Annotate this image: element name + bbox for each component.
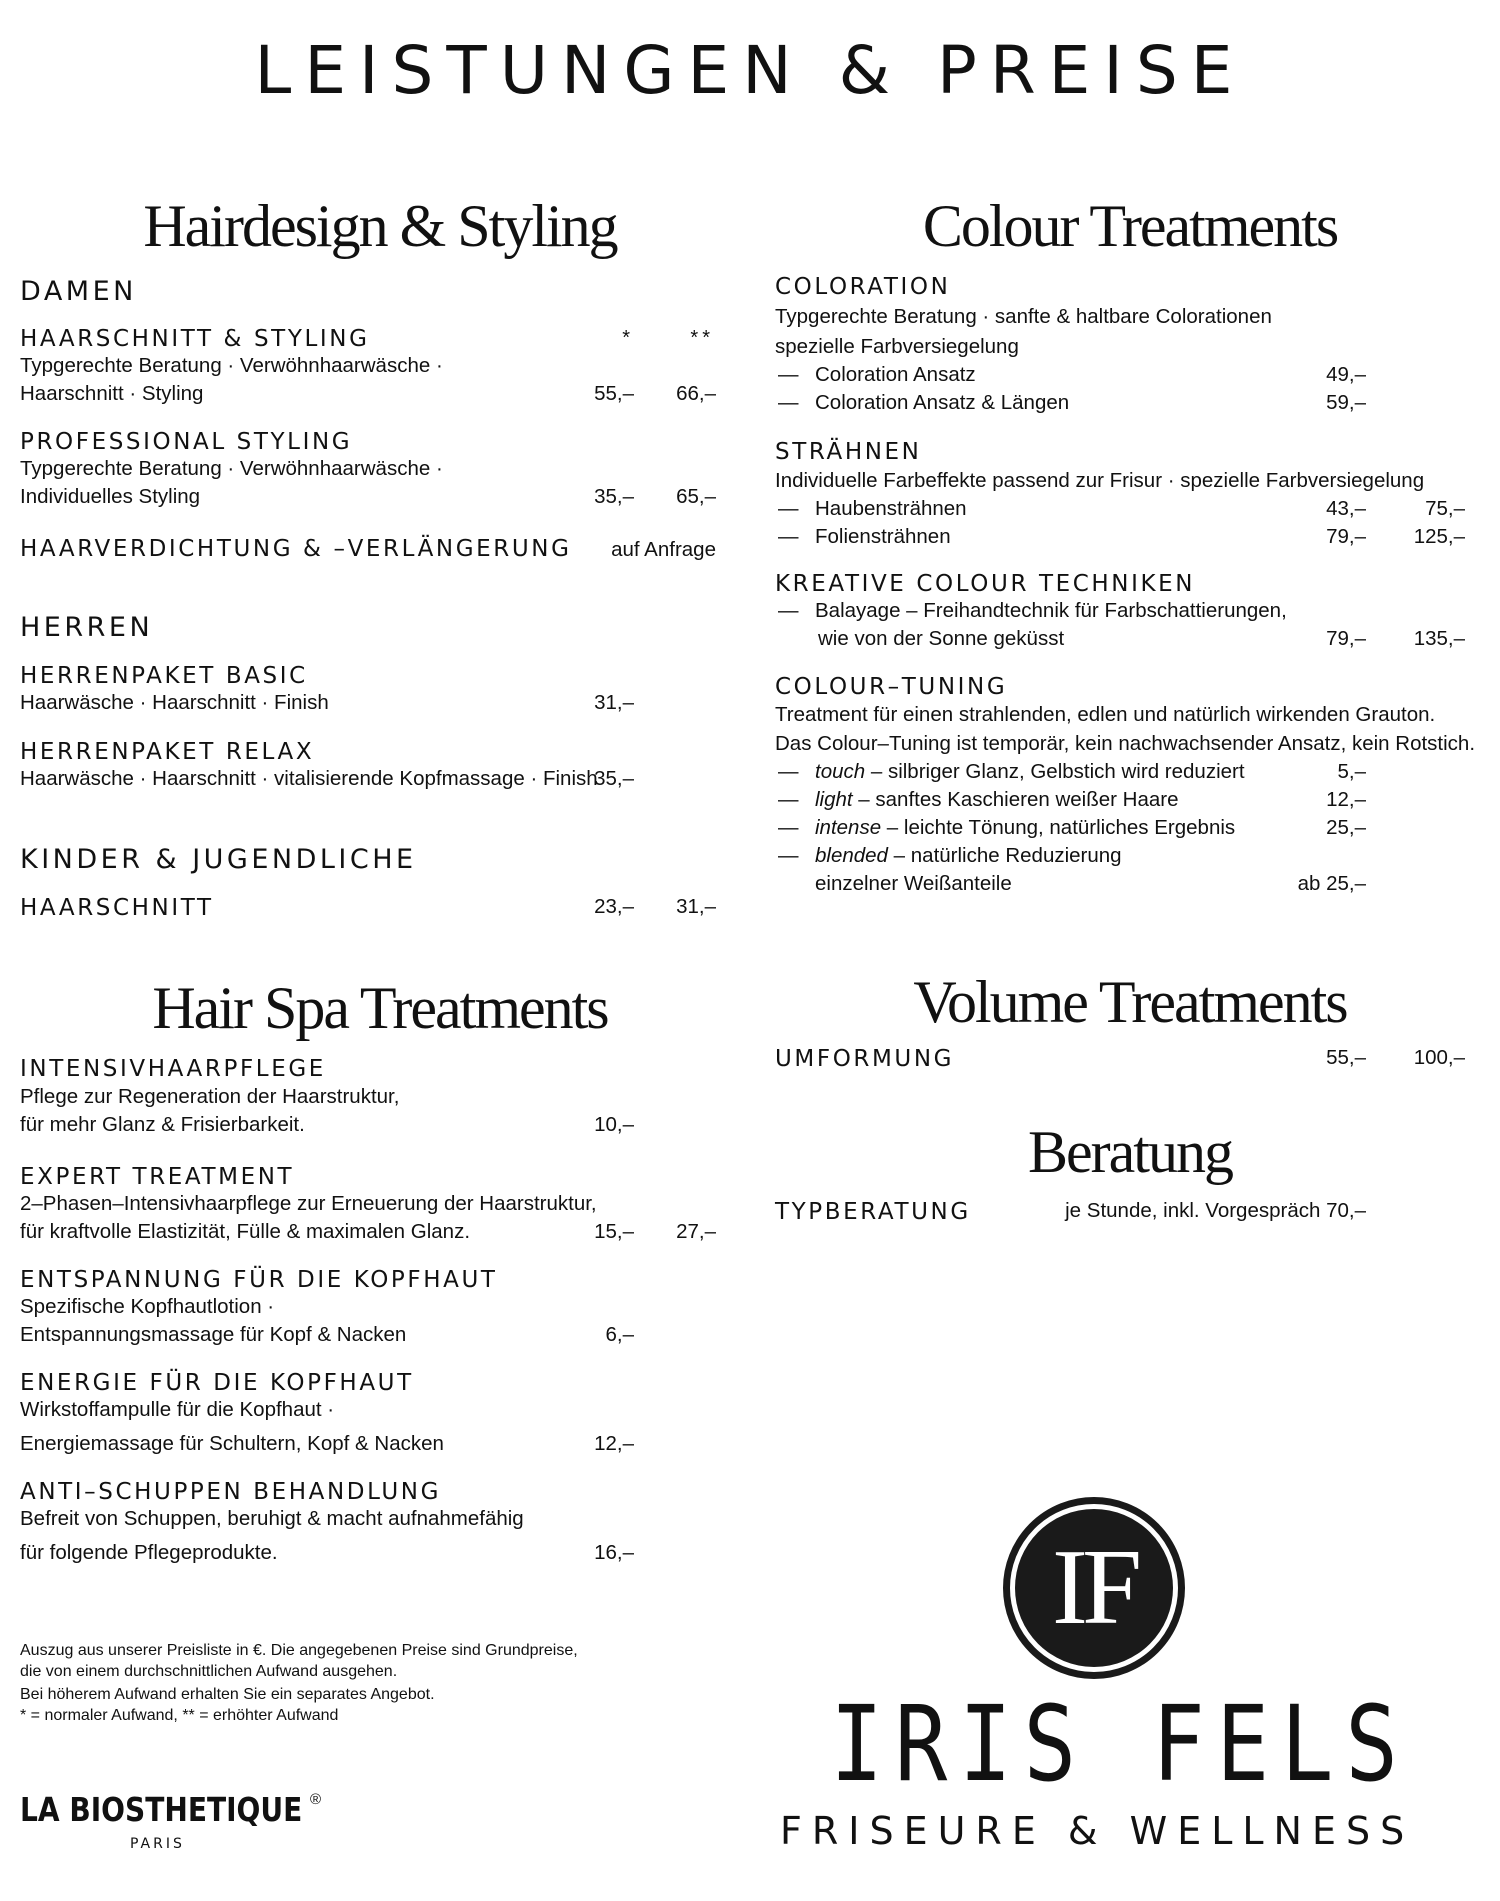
sub-item-label xyxy=(815,786,1179,814)
dash-bullet: — xyxy=(778,497,799,520)
dash-bullet: — xyxy=(778,816,799,839)
item-desc: 2–Phasen–Intensivhaarpflege zur Erneuerung der Haarstruktur, xyxy=(20,1192,597,1215)
price-normal: 79,– xyxy=(1326,525,1366,548)
price-normal: 59,– xyxy=(1326,391,1366,414)
price-normal: 12,– xyxy=(594,1432,634,1455)
sub-item-label: Balayage – Freihandtechnik für Farbschattierungen, xyxy=(815,599,1287,622)
item-herrenpaket-basic: HERRENPAKET BASIC xyxy=(20,663,308,689)
beratung-heading: Beratung xyxy=(1028,1119,1232,1185)
item-desc: Typgerechte Beratung · sanfte & haltbare Colorationen xyxy=(775,305,1272,328)
item-desc: spezielle Farbversiegelung xyxy=(775,335,1019,358)
item-desc: Wirkstoffampulle für die Kopfhaut · xyxy=(20,1398,335,1421)
registered-mark: ® xyxy=(310,1791,322,1808)
item-haarschnitt-styling: HAARSCHNITT & STYLING xyxy=(20,326,370,352)
la-biosthetique-sub: PARIS xyxy=(130,1836,185,1852)
item-straehnen: STRÄHNEN xyxy=(775,439,922,465)
item-desc: Spezifische Kopfhautlotion · xyxy=(20,1295,275,1318)
sub-item-label: Coloration Ansatz & Längen xyxy=(815,391,1070,414)
item-professional-styling: PROFESSIONAL STYLING xyxy=(20,429,353,455)
price-normal: 35,– xyxy=(594,767,634,790)
price-normal: 6,– xyxy=(605,1323,634,1346)
item-desc: Haarwäsche · Haarschnitt · Finish xyxy=(20,691,329,714)
iris-fels-monogram-logo xyxy=(1003,1497,1185,1679)
footnote-line: die von einem durchschnittlichen Aufwand ausgehen. xyxy=(20,1663,398,1680)
price-elevated: 27,– xyxy=(676,1220,716,1243)
tuning-desc: – natürliche Reduzierung xyxy=(887,844,1122,867)
item-desc: Energiemassage für Schultern, Kopf & Nacken xyxy=(20,1432,444,1455)
sub-item-label xyxy=(815,814,1235,842)
tuning-term: blended xyxy=(815,844,888,867)
price-normal: 5,– xyxy=(1337,760,1366,783)
dash-bullet: — xyxy=(778,391,799,414)
sub-item-label: Haubensträhnen xyxy=(815,497,967,520)
footnote-line: Bei höherem Aufwand erhalten Sie ein separates Angebot. xyxy=(20,1686,435,1703)
tuning-term: touch xyxy=(815,760,866,783)
price-normal: ab 25,– xyxy=(1297,872,1366,895)
price-elevated: 125,– xyxy=(1413,525,1465,548)
price-normal: 49,– xyxy=(1326,363,1366,386)
sub-item-label: einzelner Weißanteile xyxy=(815,872,1012,895)
item-desc: Haarschnitt · Styling xyxy=(20,382,204,405)
la-biosthetique-wordmark: LA BIOSTHETIQUE xyxy=(20,1790,303,1829)
dash-bullet: — xyxy=(778,599,799,622)
price-on-request: auf Anfrage xyxy=(611,538,716,561)
herren-label: HERREN xyxy=(20,612,154,643)
item-desc: Entspannungsmassage für Kopf & Nacken xyxy=(20,1323,407,1346)
marker-normal: * xyxy=(622,327,630,349)
price-normal: 79,– xyxy=(1326,627,1366,650)
tuning-desc: – sanftes Kaschieren weißer Haare xyxy=(852,788,1179,811)
item-desc: Befreit von Schuppen, beruhigt & macht aufnahmefähig xyxy=(20,1507,524,1530)
price-elevated: 100,– xyxy=(1413,1046,1465,1069)
brand-tagline: FRISEURE & WELLNESS xyxy=(780,1809,1415,1853)
price-consultation: je Stunde, inkl. Vorgespräch 70,– xyxy=(1065,1199,1366,1222)
price-elevated: 31,– xyxy=(676,895,716,918)
item-desc: Treatment für einen strahlenden, edlen und natürlich wirkenden Grauton. xyxy=(775,703,1436,726)
item-desc: Haarwäsche · Haarschnitt · vitalisierende Kopfmassage · Finish xyxy=(20,767,598,790)
sub-item-label: Coloration Ansatz xyxy=(815,363,976,386)
item-desc: Typgerechte Beratung · Verwöhnhaarwäsche · xyxy=(20,354,443,377)
tuning-term: light xyxy=(815,788,853,811)
footnote-line: Auszug aus unserer Preisliste in €. Die angegebenen Preise sind Grundpreise, xyxy=(20,1642,578,1659)
marker-elevated: ** xyxy=(690,327,714,349)
item-umformung: UMFORMUNG xyxy=(775,1046,955,1072)
item-haarverdichtung: HAARVERDICHTUNG & –VERLÄNGERUNG xyxy=(20,536,572,562)
price-normal: 55,– xyxy=(1326,1046,1366,1069)
item-coloration: COLORATION xyxy=(775,274,951,300)
tuning-desc: – silbriger Glanz, Gelbstich wird reduziert xyxy=(865,760,1245,783)
item-herrenpaket-relax: HERRENPAKET RELAX xyxy=(20,739,315,765)
item-kreative-techniken: KREATIVE COLOUR TECHNIKEN xyxy=(775,571,1196,597)
page-title: LEISTUNGEN & PREISE xyxy=(254,32,1246,109)
price-elevated: 66,– xyxy=(676,382,716,405)
price-elevated: 135,– xyxy=(1413,627,1465,650)
item-anti-schuppen: ANTI–SCHUPPEN BEHANDLUNG xyxy=(20,1479,442,1505)
price-normal: 25,– xyxy=(1326,816,1366,839)
tuning-term: intense xyxy=(815,816,882,839)
item-desc: Typgerechte Beratung · Verwöhnhaarwäsche · xyxy=(20,457,443,480)
item-desc: für kraftvolle Elastizität, Fülle & maximalen Glanz. xyxy=(20,1220,471,1243)
tuning-desc: – leichte Tönung, natürliches Ergebnis xyxy=(881,816,1236,839)
dash-bullet: — xyxy=(778,760,799,783)
item-desc: für mehr Glanz & Frisierbarkeit. xyxy=(20,1113,305,1136)
item-desc: Individuelles Styling xyxy=(20,485,201,508)
price-normal: 16,– xyxy=(594,1541,634,1564)
price-normal: 43,– xyxy=(1326,497,1366,520)
price-normal: 10,– xyxy=(594,1113,634,1136)
item-desc: Individuelle Farbeffekte passend zur Frisur · spezielle Farbversiegelung xyxy=(775,469,1425,492)
price-normal: 15,– xyxy=(594,1220,634,1243)
dash-bullet: — xyxy=(778,844,799,867)
hair-spa-heading: Hair Spa Treatments xyxy=(152,975,608,1041)
price-elevated: 75,– xyxy=(1425,497,1465,520)
sub-item-label: Foliensträhnen xyxy=(815,525,951,548)
damen-label: DAMEN xyxy=(20,276,137,307)
item-typberatung: TYPBERATUNG xyxy=(775,1199,971,1225)
price-normal: 55,– xyxy=(594,382,634,405)
item-expert-treatment: EXPERT TREATMENT xyxy=(20,1164,295,1190)
sub-item-label xyxy=(815,758,1245,786)
dash-bullet: — xyxy=(778,525,799,548)
brand-name: IRIS FELS xyxy=(830,1683,1410,1805)
dash-bullet: — xyxy=(778,363,799,386)
item-intensivhaarpflege: INTENSIVHAARPFLEGE xyxy=(20,1056,326,1082)
hairdesign-heading: Hairdesign & Styling xyxy=(143,193,617,259)
kinder-label: KINDER & JUGENDLICHE xyxy=(20,844,417,875)
item-desc: für folgende Pflegeprodukte. xyxy=(20,1541,278,1564)
price-normal: 23,– xyxy=(594,895,634,918)
price-elevated: 65,– xyxy=(676,485,716,508)
item-desc: Pflege zur Regeneration der Haarstruktur, xyxy=(20,1085,400,1108)
la-biosthetique-logo xyxy=(20,1790,352,1829)
monogram-text: IF xyxy=(1015,1509,1173,1667)
price-normal: 12,– xyxy=(1326,788,1366,811)
item-desc: Das Colour–Tuning ist temporär, kein nachwachsender Ansatz, kein Rotstich. xyxy=(775,732,1476,755)
volume-heading: Volume Treatments xyxy=(913,969,1347,1035)
item-entspannung-kopfhaut: ENTSPANNUNG FÜR DIE KOPFHAUT xyxy=(20,1267,498,1293)
item-energie-kopfhaut: ENERGIE FÜR DIE KOPFHAUT xyxy=(20,1370,414,1396)
price-normal: 31,– xyxy=(594,691,634,714)
dash-bullet: — xyxy=(778,788,799,811)
item-kinder-haarschnitt: HAARSCHNITT xyxy=(20,895,214,921)
item-colour-tuning: COLOUR–TUNING xyxy=(775,674,1008,700)
colour-heading: Colour Treatments xyxy=(922,193,1338,259)
sub-item-label: wie von der Sonne geküsst xyxy=(818,627,1065,650)
footnote-line: * = normaler Aufwand, ** = erhöhter Aufwand xyxy=(20,1707,339,1724)
sub-item-label xyxy=(815,842,1122,870)
price-normal: 35,– xyxy=(594,485,634,508)
